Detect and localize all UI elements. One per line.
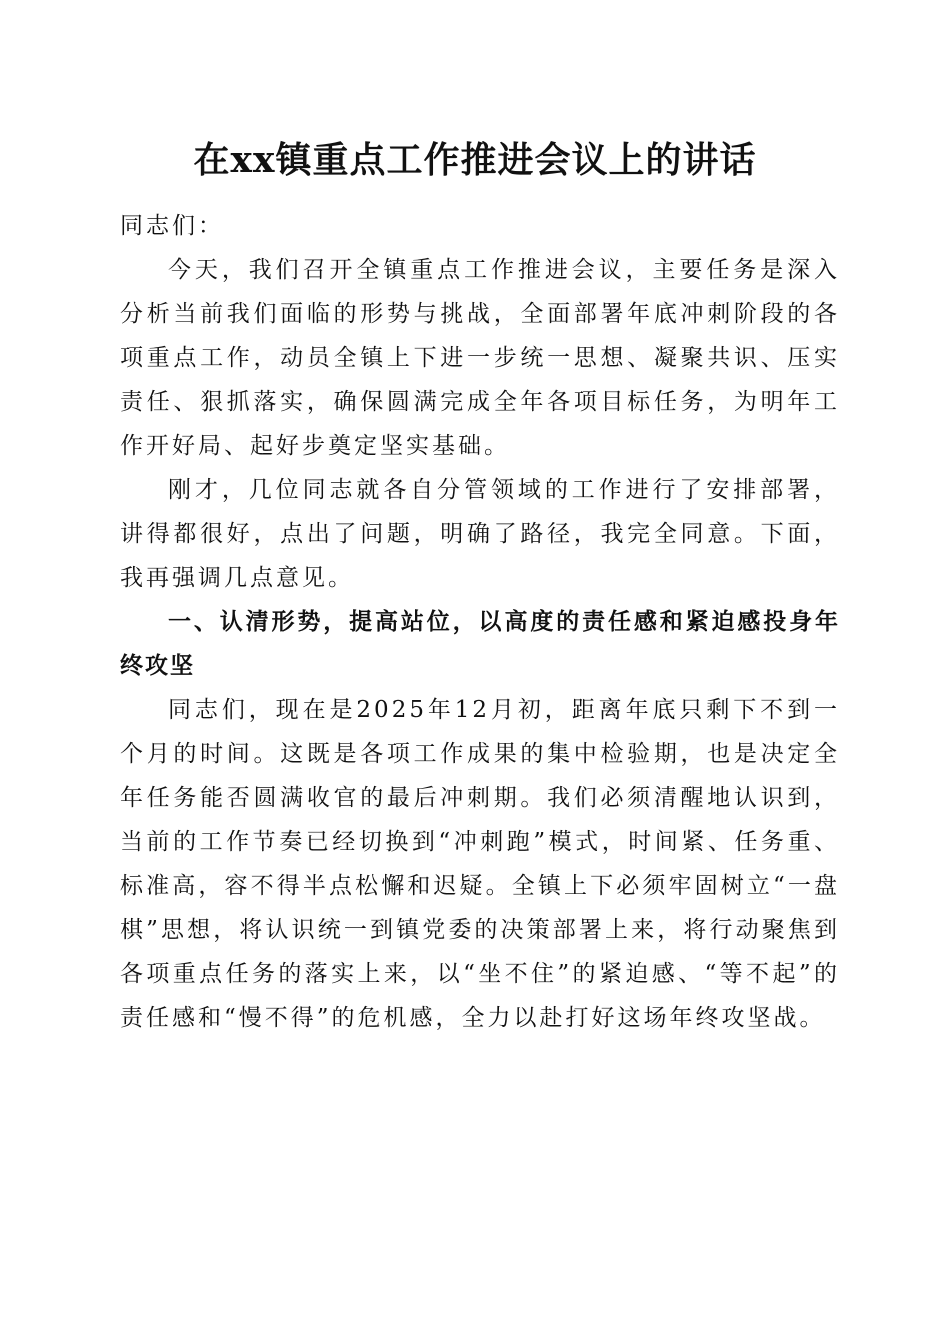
document-title: 在xx镇重点工作推进会议上的讲话: [193, 139, 757, 181]
section-paragraph: 同志们，现在是2025年12月初，距离年底只剩下不到一个月的时间。这既是各项工作成果的集中检验期，也是决定全年任务能否圆满收官的最后冲刺期。我们必须清醒地认识到，当前的工作节奏已经切换到“冲刺跑”模式，时间紧、任务重、标准高，容不得半点松懈和迟疑。全镇上下必须牢固树立“一盘棋”思想，将认识统一到镇党委的决策部署上来，将行动聚焦到各项重点任务的落实上来，以“坐不住”的紧迫感、“等不起”的责任感和“慢不得”的危机感，全力以赴打好这场年终攻坚战。: [120, 697, 840, 1031]
salutation: 同志们：: [120, 213, 224, 239]
section-heading: 一、认清形势，提高站位，以高度的责任感和紧迫感投身年终攻坚: [120, 609, 840, 679]
paragraph-opening: 今天，我们召开全镇重点工作推进会议，主要任务是深入分析当前我们面临的形势与挑战，全面部署年底冲刺阶段的各项重点工作，动员全镇上下进一步统一思想、凝聚共识、压实责任、狠抓落实，确保圆满完成全年各项目标任务，为明年工作开好局、起好步奠定坚实基础。: [120, 257, 840, 459]
paragraph-agreement: 刚才，几位同志就各自分管领域的工作进行了安排部署，讲得都很好，点出了问题，明确了路径，我完全同意。下面，我再强调几点意见。: [120, 477, 840, 591]
document-body: [120, 204, 840, 1040]
